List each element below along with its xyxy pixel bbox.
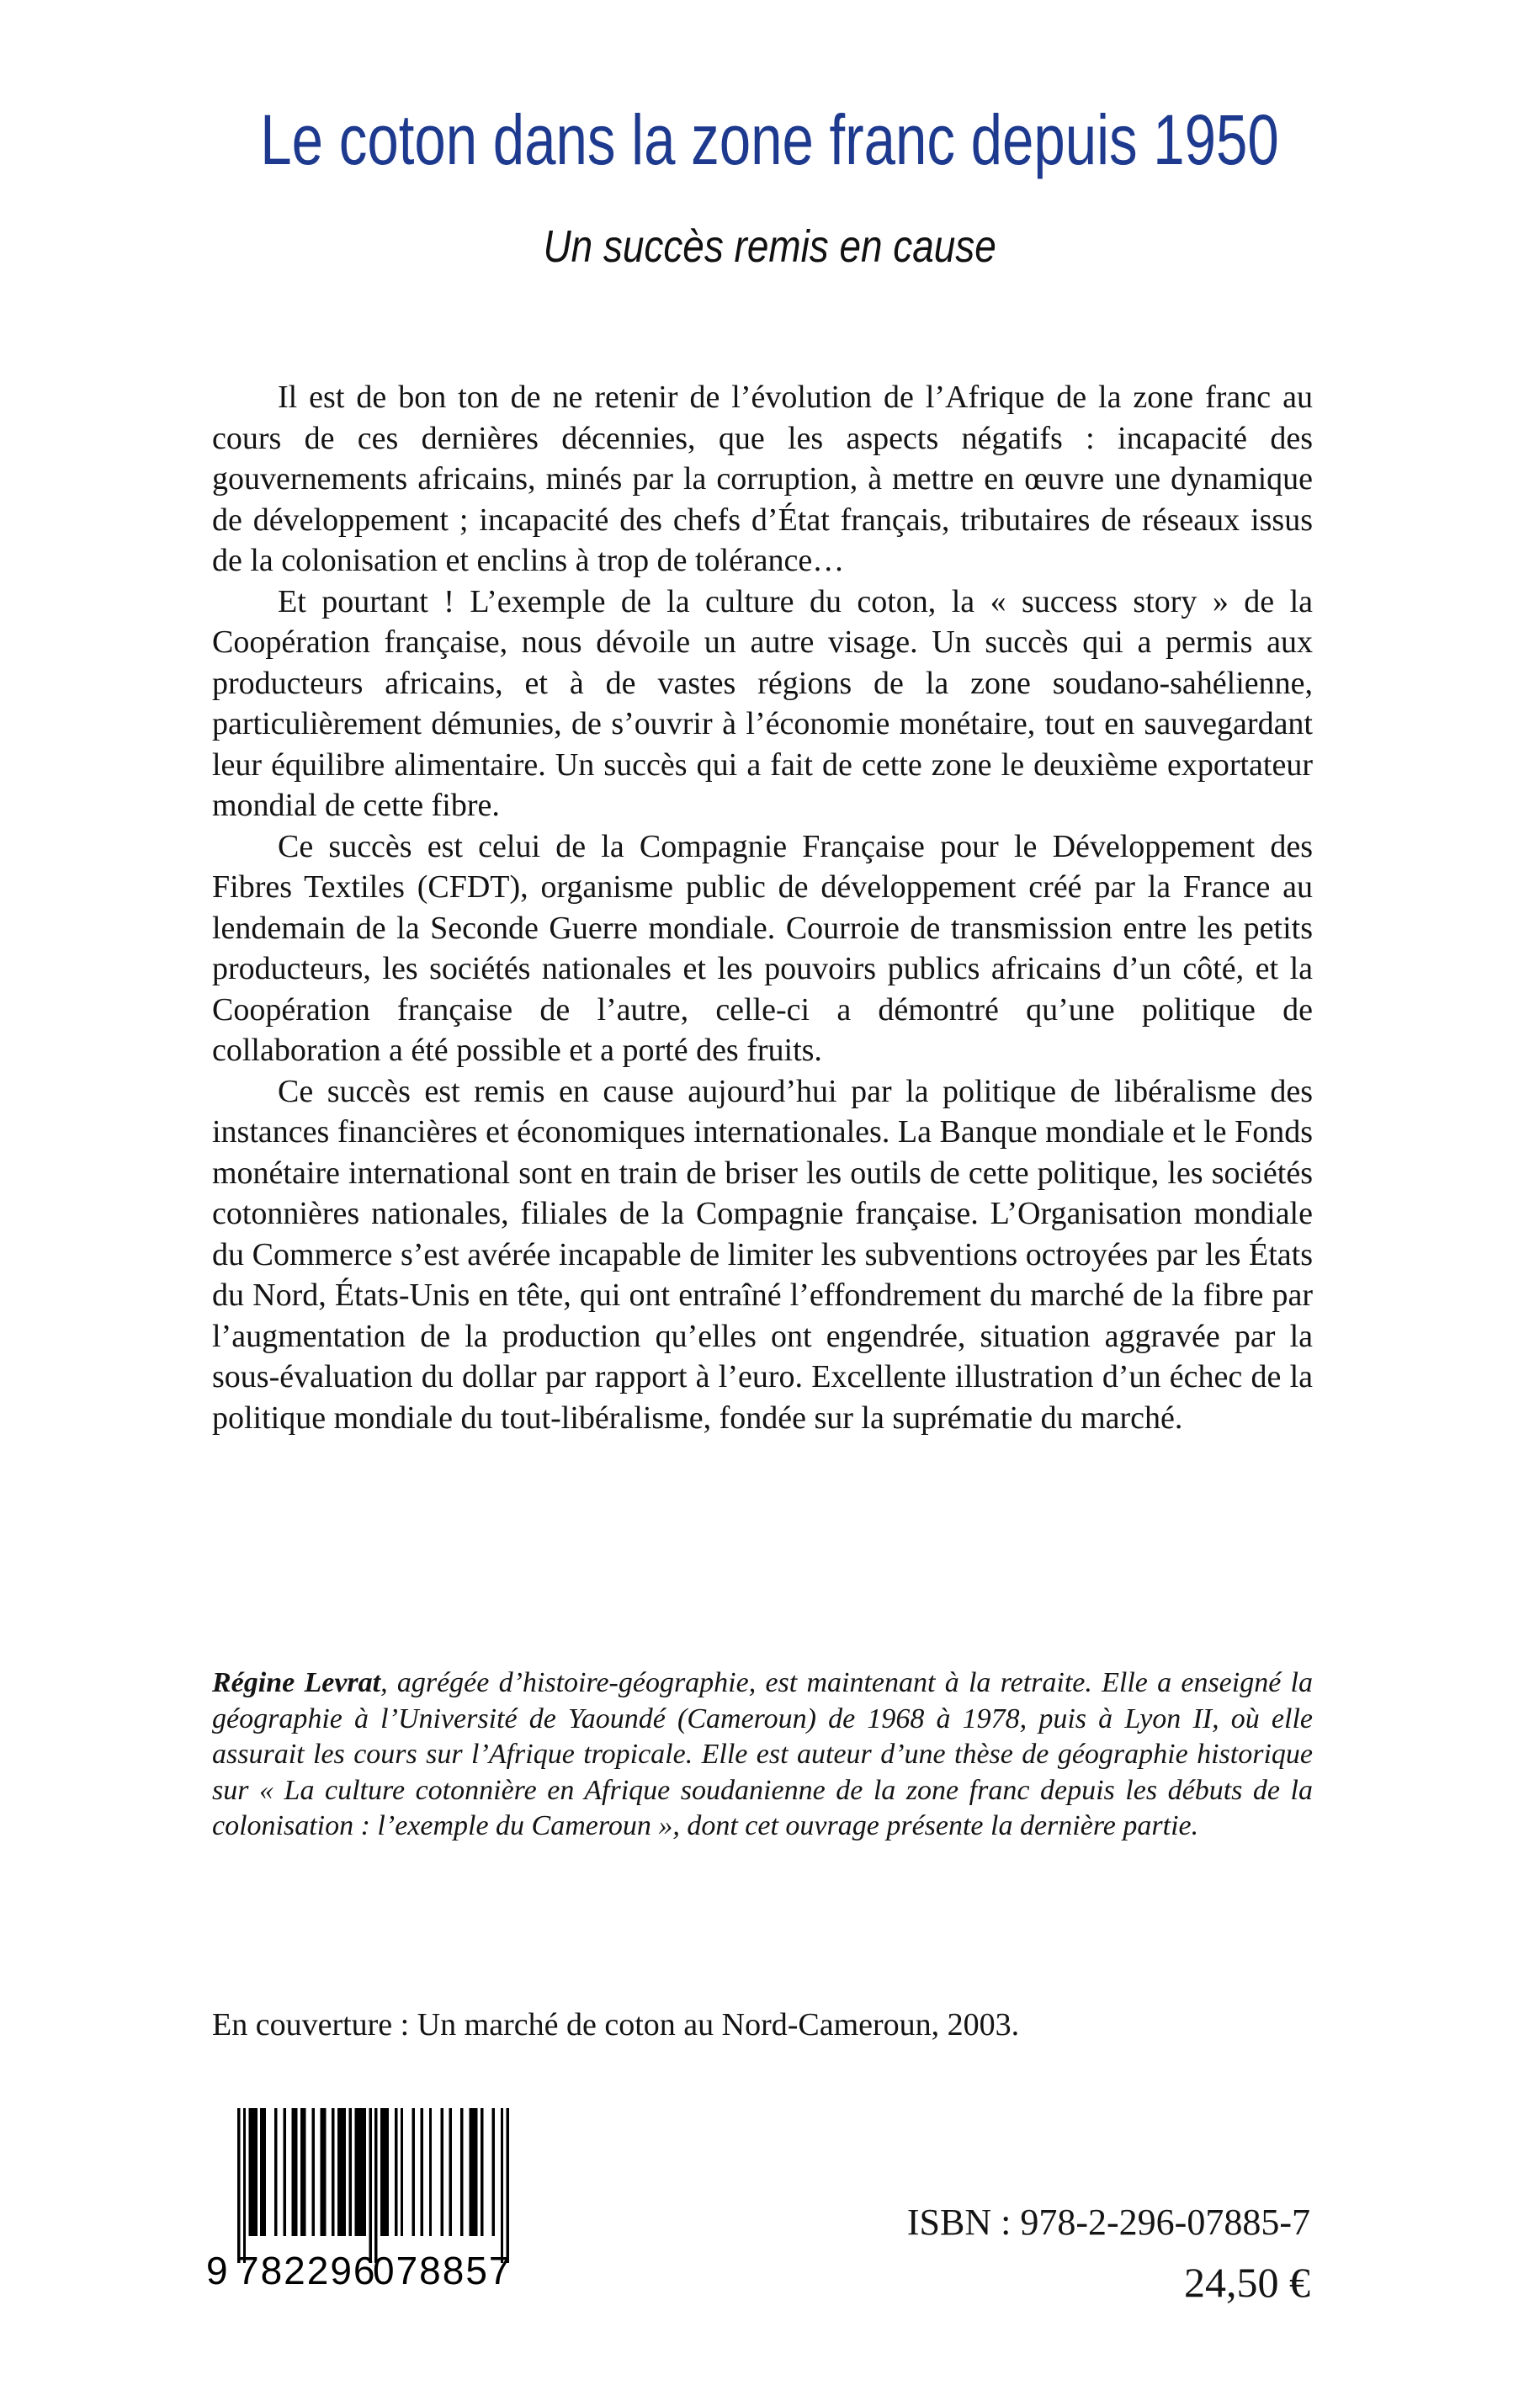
ean13-barcode xyxy=(206,2108,513,2302)
body-paragraph: Ce succès est remis en cause aujourd’hui par la politique de libéralisme des instances financières et économiques internationales. La Banque mondiale et le Fonds monétaire international sont en train de briser les outils de cette politique, les sociétés cotonnières nationales, filiales de la Compagnie française. L’Organisation mondiale du Commerce s’est avérée incapable de limiter les subventions octroyées par les États du Nord, États-Unis en tête, qui ont entraîné l’effondrement du marché de la fibre par l’augmentation de la production qu’elles ont engendrée, situation aggravée par la sous-évaluation du dollar par rapport à l’euro. Excellente illustration d’un échec de la politique mondiale du tout-libéralisme, fondée sur la suprématie du marché. xyxy=(212,1073,1313,1436)
barcode-digit-group: 782296 xyxy=(237,2249,377,2292)
barcode-digits xyxy=(206,2250,513,2292)
price: 24,50 € xyxy=(1184,2259,1310,2306)
author-bio-text: , agrégée d’histoire-géographie, est maintenant à la retraite. Elle a enseigné la géographie à l’Université de Yaoundé (Cameroun) de 1968 à 1978, puis à Lyon II, où elle assurait les cours sur l’Afrique tropicale. Elle est auteur d’une thèse de géographie historique sur « La culture cotonnière en Afrique soudanienne de la zone franc depuis les débuts de la colonisation : l’exemple du Cameroun », dont cet ouvrage présente la dernière partie. xyxy=(212,1667,1313,1841)
body-paragraph: Il est de bon ton de ne retenir de l’évolution de l’Afrique de la zone franc au cours de ces dernières décennies, que les aspects négatifs : incapacité des gouvernements africains, minés par la corruption, à mettre en œuvre une dynamique de développement ; incapacité des chefs d’État français, tributaires de réseaux issus de la colonisation et enclins à trop de tolérance… xyxy=(212,380,1313,578)
cover-photo-credit: En couverture : Un marché de coton au Nord-Cameroun, 2003. xyxy=(212,2007,1020,2042)
book-title: Le coton dans la zone franc depuis 1950 xyxy=(260,100,1280,179)
isbn: ISBN : 978-2-296-07885-7 xyxy=(906,2202,1310,2243)
page-title xyxy=(0,100,1540,179)
body-paragraph: Et pourtant ! L’exemple de la culture du coton, la « success story » de la Coopération française, nous dévoile un autre visage. Un succès qui a permis aux producteurs africains, et à de vastes régions de la zone soudano-sahélienne, particulièrement démunies, de s’ouvrir à l’économie monétaire, tout en sauvegardant leur équilibre alimentaire. Un succès qui a fait de cette zone le deuxième exportateur mondial de cette fibre. xyxy=(212,583,1313,823)
barcode-bars xyxy=(237,2108,509,2263)
book-subtitle-wrap xyxy=(0,221,1540,272)
barcode-digit-group: 078857 xyxy=(373,2249,512,2292)
book-subtitle: Un succès remis en cause xyxy=(543,221,997,272)
author-bio xyxy=(212,1665,1313,1845)
author-name: Régine Levrat xyxy=(212,1667,381,1698)
barcode-digit-group: 9 xyxy=(206,2249,228,2292)
body-paragraph: Ce succès est celui de la Compagnie Française pour le Développement des Fibres Textiles (CFDT), organisme public de développement créé par la France au lendemain de la Seconde Guerre mondiale. Courroie de transmission entre les petits producteurs, les sociétés nationales et les pouvoirs publics africains d’un côté, et la Coopération française de l’autre, celle-ci a démontré qu’une politique de collaboration a été possible et a porté des fruits. xyxy=(212,828,1313,1068)
back-cover-text xyxy=(212,377,1313,1438)
